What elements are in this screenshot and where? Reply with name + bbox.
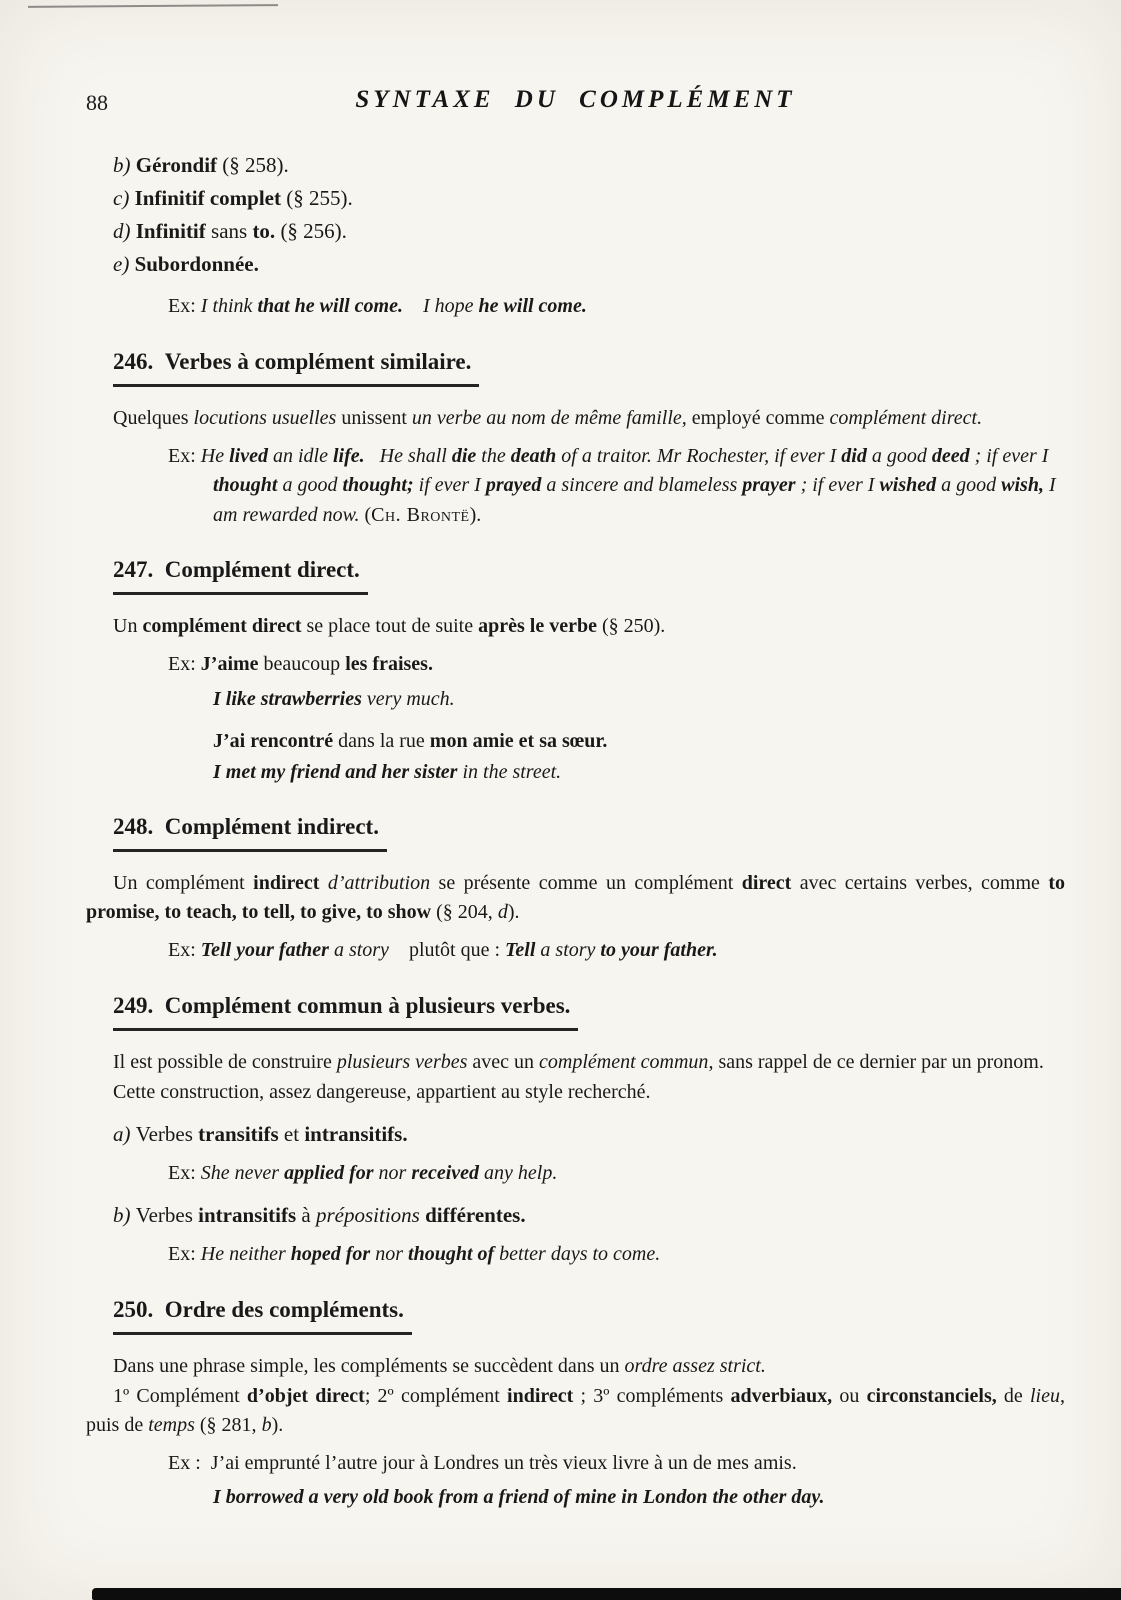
section-heading-249: 249. Complément commun à plusieurs verbes. [86,991,1065,1031]
section-heading-248: 248. Complément indirect. [86,812,1065,852]
page-number: 88 [86,90,108,115]
paragraph-249-2: Cette construction, assez dangereuse, appartient au style recherché. [113,1080,651,1103]
paragraph-246: Quelques locutions usuelles unissent un verbe au nom de même famille, employé comme complément direct. [113,406,983,429]
example-247-fr-2: J’ai rencontré dans la rue mon amie et sa sœur. [213,730,608,752]
paragraph-247: Un complément direct se place tout de suite après le verbe (§ 250). [113,615,666,637]
scan-artifact-bottom [92,1588,1121,1600]
list-item-b-intransitifs: b) Verbes intransitifs à prépositions différentes. [113,1203,526,1227]
example-250-fr: Ex : J’ai emprunté l’autre jour à Londres un très vieux livre à un de mes amis. [168,1451,797,1474]
section-heading-247: 247. Complément direct. [86,555,1065,595]
example-247-en-2: I met my friend and her sister in the street. [213,760,562,783]
section-heading-246: 246. Verbes à complément similaire. [86,347,1065,387]
page-body [86,150,1065,1513]
paragraph-248: Un complément indirect d’attribution se présente comme un complément direct avec certains verbes, comme to promise, to teach, to tell, to give, to show (§ 204, d). [86,872,1065,923]
list-item-a-transitifs: a) Verbes transitifs et intransitifs. [113,1121,408,1146]
list-item-c: c) Infinitif complet (§ 255). [113,186,353,210]
section-heading-250: 250. Ordre des compléments. [86,1295,1065,1335]
example-subordonnee: Ex: I think that he will come. I hope he will come. [168,295,587,317]
example-249-a: Ex: She never applied for nor received any help. [168,1161,558,1184]
example-250-en: I borrowed a very old book from a friend of mine in London the other day. [213,1486,825,1508]
running-title: SYNTAXE DU COMPLÉMENT [355,86,796,113]
list-item-e: e) Subordonnée. [113,252,259,276]
list-item-b: b) Gérondif (§ 258). [113,153,289,177]
example-248: Ex: Tell your father a story plutôt que : Tell a story to your father. [168,939,718,961]
example-247-fr-1: Ex: J’aime beaucoup les fraises. [168,653,433,675]
page-header [86,86,1065,128]
example-249-b: Ex: He neither hoped for nor thought of better days to come. [168,1243,661,1265]
paragraph-249-1: Il est possible de construire plusieurs verbes avec un complément commun, sans rappel de ce dernier par un pronom. [113,1050,1044,1073]
scan-artifact-top [28,4,278,8]
example-246-bronte: Ex: He lived an idle life. He shall die the death of a traitor. Mr Rochester, if ever I did a good deed ; if ever I thought a good thought; if ever I prayed a sincere and blameless prayer ; if ever I wished a good wish, I am rewarded now. (Ch. Brontë). [168,444,1056,526]
paragraph-250-2: 1º Complément d’objet direct; 2º complément indirect ; 3º compléments adverbiaux, ou circonstanciels, de lieu, puis de temps (§ 281, b). [86,1384,1065,1436]
paragraph-250-1: Dans une phrase simple, les compléments se succèdent dans un ordre assez strict. [113,1354,766,1377]
example-247-en-1: I like strawberries very much. [213,687,455,710]
list-item-d: d) Infinitif sans to. (§ 256). [113,219,347,243]
